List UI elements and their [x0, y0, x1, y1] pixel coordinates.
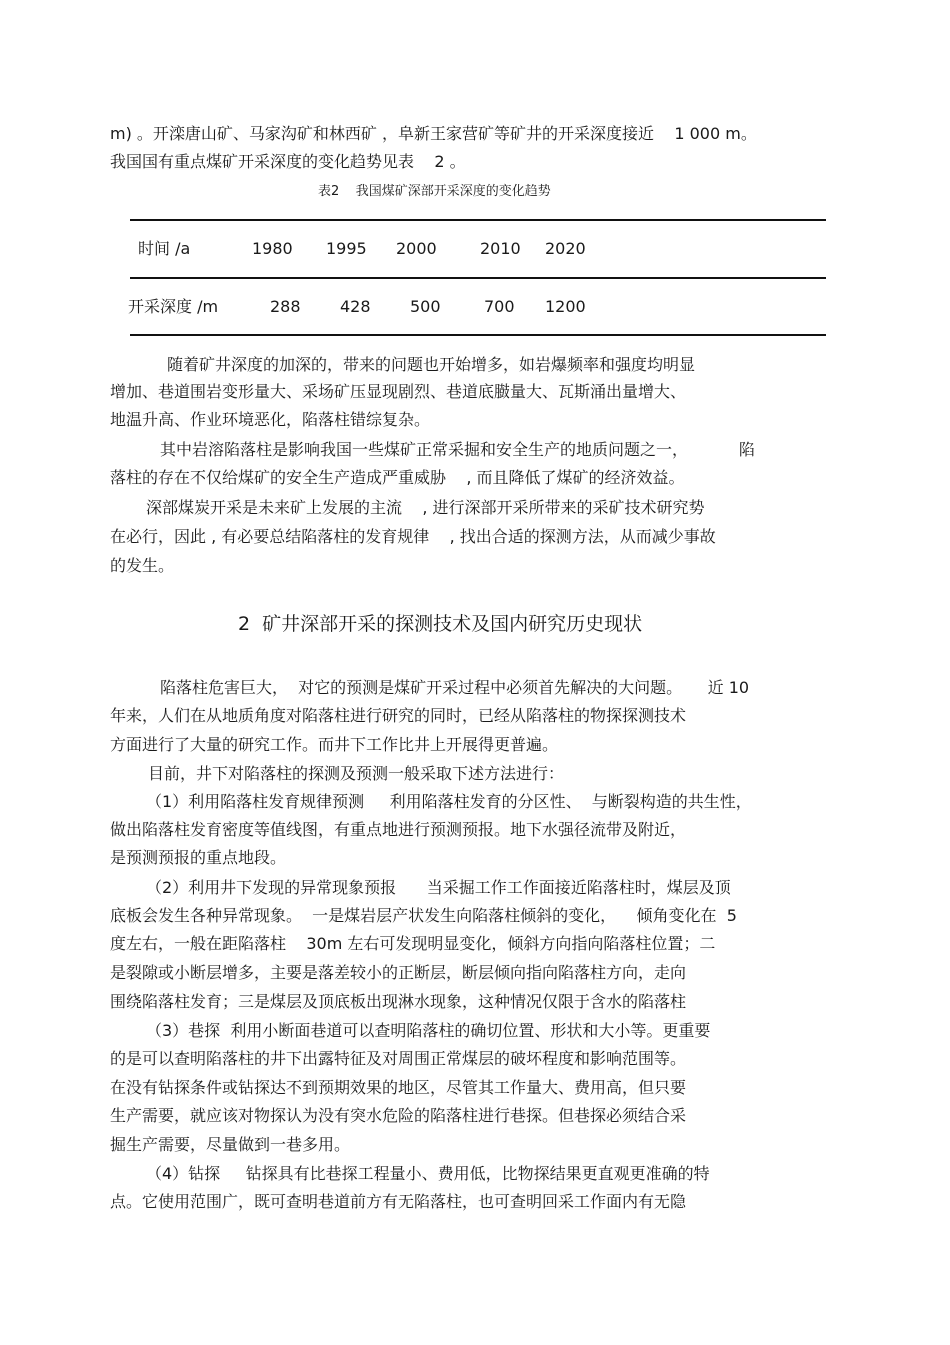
paragraph-line: 底板会发生各种异常现象。 一是煤岩层产状发生向陷落柱倾斜的变化， 倾角变化在 5 — [110, 906, 737, 925]
paragraph-line: 是裂隙或小断层增多，主要是落差较小的正断层，断层倾向指向陷落柱方向，走向 — [110, 963, 687, 982]
paragraph-line: （1）利用陷落柱发育规律预测 利用陷落柱发育的分区性、 与断裂构造的共生性， — [146, 792, 752, 811]
table-row-header-depth: 开采深度 /m — [128, 297, 219, 316]
section-heading: 2 矿井深部开采的探测技术及国内研究历史现状 — [238, 613, 643, 635]
paragraph-line: 年来，人们在从地质角度对陷落柱进行研究的同时，已经从陷落柱的物探探测技术 — [110, 706, 687, 725]
table-year-cell: 1995 — [326, 239, 367, 258]
table-top-rule — [130, 219, 826, 221]
paragraph-line: 的发生。 — [110, 556, 175, 575]
paragraph-line: 度左右，一般在距陷落柱 30m 左右可发现明显变化，倾斜方向指向陷落柱位置；二 — [110, 934, 716, 953]
paragraph-line: 地温升高、作业环境恶化，陷落柱错综复杂。 — [110, 410, 431, 429]
paragraph-line: （3）巷探 利用小断面巷道可以查明陷落柱的确切位置、形状和大小等。更重要 — [146, 1021, 711, 1040]
table-year-cell: 2000 — [396, 239, 437, 258]
table-year-cell: 2020 — [545, 239, 586, 258]
paragraph-line: 的是可以查明陷落柱的井下出露特征及对周围正常煤层的破坏程度和影响范围等。 — [110, 1049, 687, 1068]
paragraph-line: 做出陷落柱发育密度等值线图，有重点地进行预测预报。地下水强径流带及附近， — [110, 820, 687, 839]
table-year-cell: 2010 — [480, 239, 521, 258]
paragraph-line: 目前，井下对陷落柱的探测及预测一般采取下述方法进行： — [148, 764, 565, 783]
paragraph-line: 其中岩溶陷落柱是影响我国一些煤矿正常采掘和安全生产的地质问题之一， 陷 — [160, 440, 755, 459]
paragraph-line: 掘生产需要，尽量做到一巷多用。 — [110, 1135, 351, 1154]
table-depth-cell: 288 — [270, 297, 301, 316]
table-mid-rule — [130, 277, 826, 279]
table-depth-cell: 428 — [340, 297, 371, 316]
paragraph-line: （2）利用井下发现的异常现象预报 当采掘工作工作面接近陷落柱时，煤层及顶 — [146, 878, 731, 897]
paragraph-line: 深部煤炭开采是未来矿上发展的主流 , 进行深部开采所带来的采矿技术研究势 — [146, 498, 705, 517]
paragraph-line: （4）钻探 钻探具有比巷探工程量小、费用低，比物探结果更直观更准确的特 — [146, 1164, 710, 1183]
paragraph-line: 生产需要，就应该对物探认为没有突水危险的陷落柱进行巷探。但巷探必须结合采 — [110, 1106, 687, 1125]
table-depth-cell: 1200 — [545, 297, 586, 316]
paragraph-line: 在没有钻探条件或钻探达不到预期效果的地区，尽管其工作量大、费用高，但只要 — [110, 1078, 687, 1097]
intro-line-2: 我国国有重点煤矿开采深度的变化趋势见表 2 。 — [110, 152, 466, 171]
intro-line-1: m) 。开滦唐山矿、马家沟矿和林西矿 ，阜新王家营矿等矿井的开采深度接近 1 000 m。 — [110, 124, 757, 143]
table-year-cell: 1980 — [252, 239, 293, 258]
table-depth-cell: 500 — [410, 297, 441, 316]
table-row-header-time: 时间 /a — [138, 239, 191, 258]
paragraph-line: 是预测预报的重点地段。 — [110, 848, 287, 867]
paragraph-line: 在必行，因此 , 有必要总结陷落柱的发育规律 , 找出合适的探测方法，从而减少事故 — [110, 527, 716, 546]
paragraph-line: 随着矿井深度的加深的，带来的问题也开始增多，如岩爆频率和强度均明显 — [167, 355, 696, 374]
paragraph-line: 落柱的存在不仅给煤矿的安全生产造成严重威胁 , 而且降低了煤矿的经济效益。 — [110, 468, 685, 487]
paragraph-line: 方面进行了大量的研究工作。而井下工作比井上开展得更普遍。 — [110, 735, 559, 754]
paragraph-line: 围绕陷落柱发育；三是煤层及顶底板出现淋水现象，这种情况仅限于含水的陷落柱 — [110, 992, 687, 1011]
table-caption: 表2 我国煤矿深部开采深度的变化趋势 — [318, 184, 551, 199]
table-depth-cell: 700 — [484, 297, 515, 316]
paragraph-line: 增加、巷道围岩变形量大、采场矿压显现剧烈、巷道底臌量大、瓦斯涌出量增大、 — [110, 382, 687, 401]
paragraph-line: 陷落柱危害巨大， 对它的预测是煤矿开采过程中必须首先解决的大问题。 近 10 — [160, 678, 750, 697]
table-bottom-rule — [130, 334, 826, 336]
paragraph-line: 点。它使用范围广，既可查明巷道前方有无陷落柱，也可查明回采工作面内有无隐 — [110, 1192, 687, 1211]
